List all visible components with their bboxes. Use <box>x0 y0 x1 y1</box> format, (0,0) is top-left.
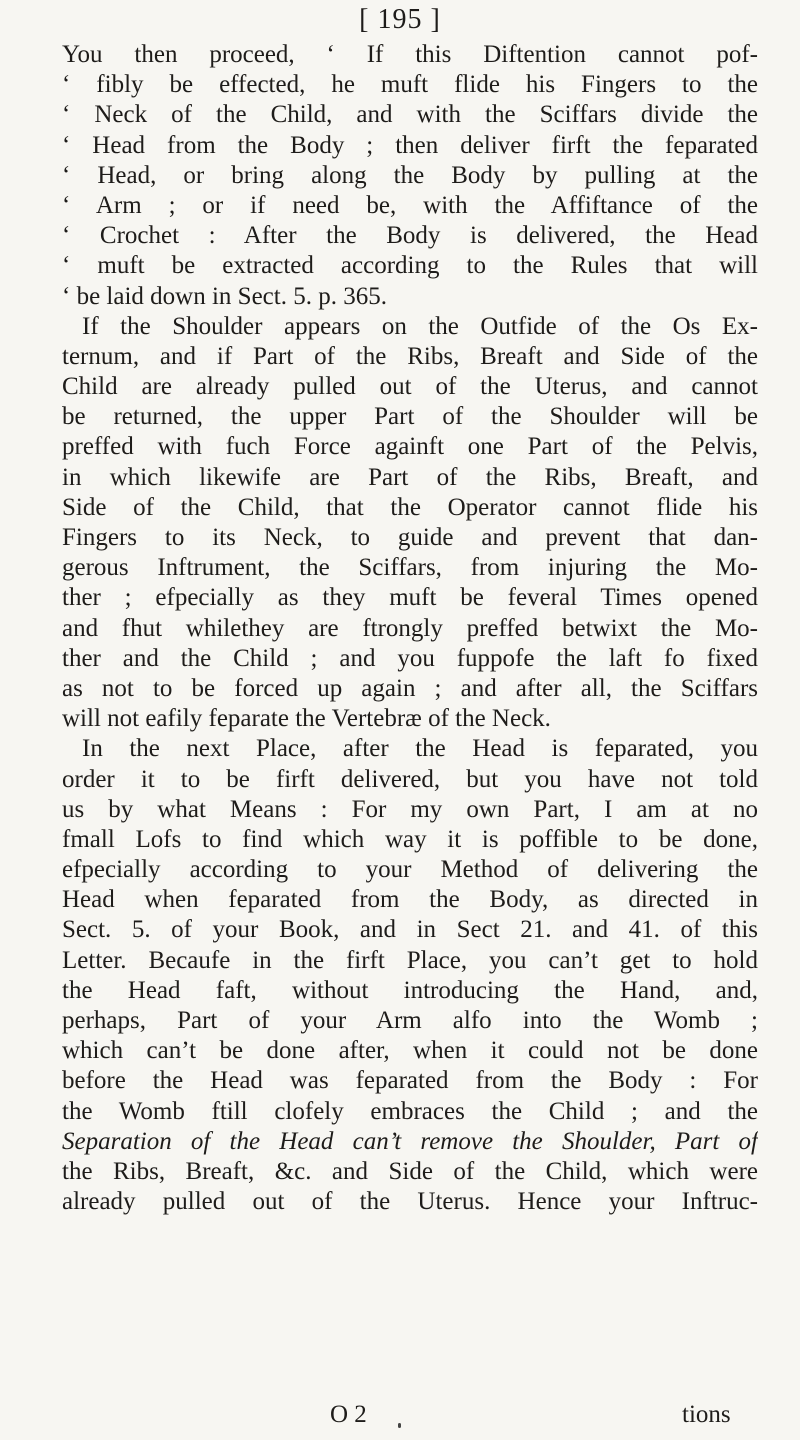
text-line: the Head faft, without introducing the Hand, and, <box>62 976 758 1004</box>
body-text <box>62 40 758 1217</box>
text-line: Separation of the Head can’t remove the Shoulder, Part of <box>62 1127 758 1155</box>
text-line: ‘ Head from the Body ; then deliver firft the feparated <box>62 131 758 159</box>
page-number: [ 195 ] <box>359 4 441 35</box>
text-line: ‘ be laid down in Sect. 5. p. 365. <box>62 282 387 310</box>
catchword: tions <box>682 1401 731 1428</box>
text-line: gerous Inftrument, the Sciffars, from injuring the Mo- <box>62 554 758 582</box>
text-line: Letter. Becaufe in the firft Place, you can’t get to hold <box>62 946 758 974</box>
text-line: before the Head was feparated from the Body : For <box>62 1067 758 1095</box>
text-line: Fingers to its Neck, to guide and prevent that dan- <box>62 524 758 551</box>
text-line: You then proceed, ‘ If this Diftention cannot pof- <box>62 41 758 68</box>
text-line: Side of the Child, that the Operator cannot flide his <box>62 493 758 521</box>
text-line: us by what Means : For my own Part, I am at no <box>62 795 758 823</box>
text-line: order it to be firft delivered, but you have not told <box>62 765 758 793</box>
text-line: will not eafily feparate the Vertebræ of the Neck. <box>62 705 551 733</box>
text-line: ‘ Head, or bring along the Body by pulling at the <box>62 161 758 189</box>
text-line: efpecially according to your Method of delivering the <box>62 856 758 884</box>
text-line: ther ; efpecially as they muft be feveral Times opened <box>62 584 758 612</box>
text-line: In the next Place, after the Head is feparated, you <box>82 735 758 763</box>
text-line: Child are already pulled out of the Uterus, and cannot <box>62 373 758 401</box>
text-line: preffed with fuch Force againft one Part of the Pelvis, <box>62 433 758 461</box>
text-line: ‘ Crochet : After the Body is delivered, the Head <box>62 222 758 250</box>
text-line: in which likewife are Part of the Ribs, Breaft, and <box>62 463 758 491</box>
text-line: ‘ Arm ; or if need be, with the Affiftance of the <box>62 191 758 219</box>
text-line: already pulled out of the Uterus. Hence your Inftruc- <box>62 1188 758 1216</box>
text-line: the Ribs, Breaft, &c. and Side of the Child, which were <box>62 1157 758 1185</box>
text-line: ternum, and if Part of the Ribs, Breaft and Side of the <box>62 342 758 370</box>
text-line: which can’t be done after, when it could not be done <box>62 1037 758 1065</box>
text-line: ‘ fibly be effected, he muft flide his Fingers to the <box>62 71 758 99</box>
text-line: If the Shoulder appears on the Outfide of the Os Ex- <box>82 312 758 340</box>
text-line: be returned, the upper Part of the Shoulder will be <box>62 403 758 431</box>
signature-mark: O 2 <box>330 1401 367 1428</box>
text-line: fmall Lofs to find which way it is poffible to be done, <box>62 825 758 853</box>
text-line: and fhut whilethey are ftrongly preffed betwixt the Mo- <box>62 614 758 642</box>
ink-speck <box>398 1423 401 1428</box>
text-line: ‘ Neck of the Child, and with the Sciffars divide the <box>62 101 758 129</box>
text-line: perhaps, Part of your Arm alfo into the Womb ; <box>62 1007 758 1034</box>
text-line: Sect. 5. of your Book, and in Sect 21. and 41. of this <box>62 916 758 944</box>
text-line: ther and the Child ; and you fuppofe the laft fo fixed <box>62 644 758 672</box>
text-line: the Womb ftill clofely embraces the Child ; and the <box>62 1097 758 1125</box>
text-line: Head when feparated from the Body, as directed in <box>62 886 758 914</box>
text-line: ‘ muft be extracted according to the Rules that will <box>62 252 758 280</box>
text-line: as not to be forced up again ; and after all, the Sciffars <box>62 674 758 702</box>
